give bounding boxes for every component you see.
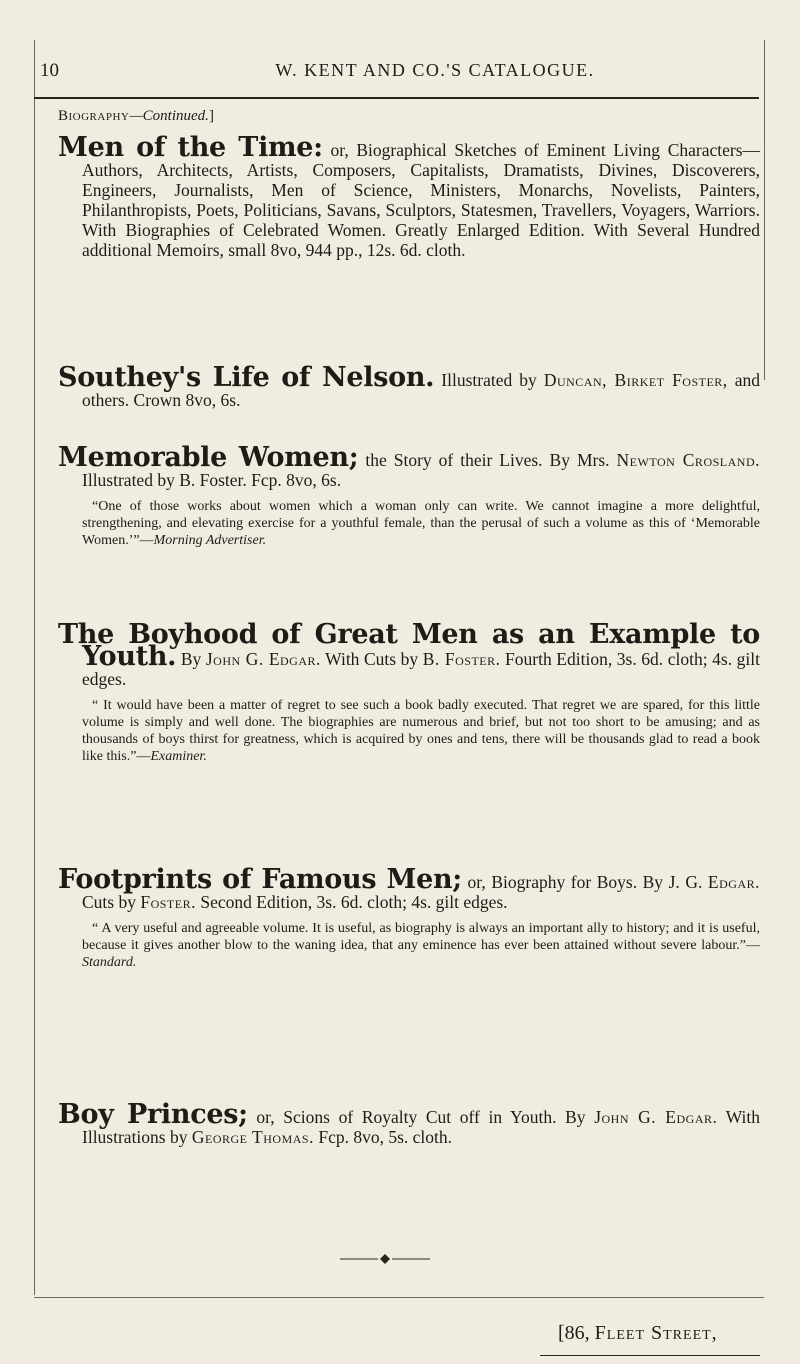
press-review: “ It would have been a matter of regret to see such a book badly executed. That regret we are spared, for this little volume is simply and well done. The biographies are numerous and brief, but not too short to be amusing; and as thousands of boys thirst for greatness, which is acquired by ones and tens, there will be thousands glad to read a book like this.”—Examiner. (82, 698, 760, 764)
catalogue-entry (58, 132, 761, 260)
review-source: Morning Advertiser. (153, 533, 267, 548)
running-title: W. KENT AND CO.'S CATALOGUE. (275, 60, 595, 80)
page-number: 10 (40, 60, 59, 81)
entry-illustrator: B. Foster. (422, 649, 501, 669)
catalogue-entry: Memorable Women; the Story of their Lives. By Mrs. Newton Crosland. Illustrated by B. Foster. Fcp. 8vo, 6s. “One of those works about women which a woman only can write. We cannot imagine a more delightful, strengthening, and elevating exercise for a youthful female, than the perusal of such a volume as this of ‘Memorable Women.’”—Morning Advertiser. (58, 442, 760, 548)
press-review: “ A very useful and agreeable volume. It is useful, as biography is always an important ally to history; and it is useful, because it gives another blow to the waning idea, that any eminence has ever been attained without severe labour.”—Standard. (82, 921, 760, 970)
catalogue-entry: Footprints of Famous Men; or, Biography for Boys. By J. G. Edgar. Cuts by Foster. Second Edition, 3s. 6d. cloth; 4s. gilt edges. “ A very useful and agreeable volume. It is useful, as biography is always an important ally to history; and it is useful, because it gives another blow to the waning idea, that any eminence has ever been attained without severe labour.”—Standard. (58, 864, 760, 970)
entry-title: Men of the Time: (58, 132, 323, 163)
catchword: [86, Fleet Street, (558, 1322, 718, 1344)
entry-author: John G. Edgar. (205, 649, 321, 669)
entry-title: Boy Princes; (58, 1099, 248, 1130)
catalogue-entry: Boy Princes; or, Scions of Royalty Cut off in Youth. By John G. Edgar. With Illustrations by George Thomas. Fcp. 8vo, 5s. cloth. (58, 1099, 760, 1147)
review-source: Standard. (82, 955, 137, 970)
section-end-ornament (340, 1253, 430, 1265)
catalogue-entry: Southey's Life of Nelson. Illustrated by Duncan, Birket Foster, and others. Crown 8vo, 6s. (58, 362, 760, 410)
footer-rule (34, 1297, 764, 1298)
entry-author: Edgar. (707, 872, 760, 892)
header-rule (34, 97, 759, 99)
entry-title: Memorable Women; (58, 442, 359, 473)
entry-title: Footprints of Famous Men; (58, 864, 462, 895)
entry-author: Newton Crosland. (616, 450, 760, 470)
entry-illustrator: Foster. (140, 892, 196, 912)
catalogue-entry: The Boyhood of Great Men as an Example to Youth. By John G. Edgar. With Cuts by B. Foster. Fourth Edition, 3s. 6d. cloth; 4s. gilt edges. “ It would have been a matter of regret to see such a book badly executed. That regret we are spared, for this little volume is simply and well done. The biographies are numerous and brief, but not too short to be amusing; and as thousands of boys thirst for greatness, which is acquired by ones and tens, there will be thousands glad to read a book like this.”—Examiner. (58, 619, 760, 764)
right-margin-rule (764, 40, 765, 380)
press-review: “One of those works about women which a woman only can write. We cannot imagine a more delightful, strengthening, and elevating exercise for a youthful female, than the perusal of such a volume as this of ‘Memorable Women.’”—Morning Advertiser. (82, 499, 760, 548)
entry-title: Southey's Life of Nelson. (58, 362, 435, 393)
entry-title: The Boyhood of Great Men as an Example to Youth. (58, 619, 760, 672)
review-source: Examiner. (150, 749, 207, 764)
section-continued-label: Biography—Continued.] (58, 108, 214, 124)
entry-description: or, Biographical Sketches of Eminent Living Characters—Authors, Architects, Artists, Composers, Capitalists, Dramatists, Divines, Discoverers, Engineers, Journalists, Men of Science, Ministers, Monarchs, Novelists, Painters, Philanthropists, Poets, Politicians, Savans, Sculptors, Statesmen, Travellers, Voyagers, Warriors. With Biographies of Celebrated Women. Greatly Enlarged Edition. With Several Hundred additional Memoirs, small 8vo, 944 pp., 12s. 6d. cloth. (82, 140, 761, 260)
catchword-underline (540, 1355, 760, 1356)
entry-author: John G. Edgar. (594, 1107, 718, 1127)
left-margin-rule (34, 40, 35, 1295)
entry-illustrator: George Thomas. (191, 1127, 314, 1147)
illustrator-names: Duncan, Birket Foster, (543, 370, 728, 390)
